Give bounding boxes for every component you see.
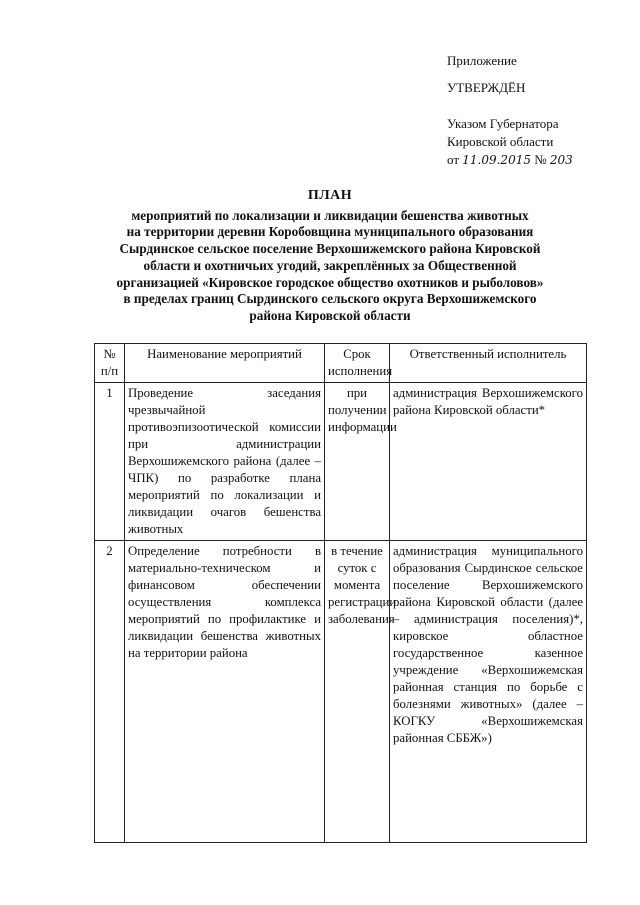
date-prefix: от [447, 152, 460, 167]
title-line: области и охотничьих угодий, закреплённых за Общественной [143, 257, 517, 273]
title-line: района Кировской области [249, 307, 411, 323]
title-line: организацией «Кировское городское общество охотников и рыболовов» [116, 274, 544, 290]
header-activity: Наименование мероприятий [125, 344, 325, 383]
row-responsible: администрация муниципального образования Сырдинское сельское поселение Верхошижемского района Кировской области (далее – администрация поселения)*, кировское областное государственное казенное учреждение «Верхошижемская районная станция по борьбе с болезнями животных» (далее – КОГКУ «Верхошижемская районная СББЖ») [390, 541, 587, 843]
title-heading: ПЛАН [307, 188, 353, 203]
row-activity: Проведение заседания чрезвычайной противоэпизоотической комиссии при администрации Верхошижемского района (далее – ЧПК) по разработке плана мероприятий по локализации и ликвидации очагов бешенства животных [125, 383, 325, 541]
title-line: в пределах границ Сырдинского сельского округа Верхошижемского [123, 291, 537, 307]
decree-date: 11.09.2015 [462, 153, 531, 167]
row-deadline: в течение суток с момента регистрации заболевания [325, 541, 390, 843]
header-number: № п/п [95, 344, 125, 383]
appendix-label: Приложение [447, 53, 517, 68]
row-activity: Определение потребности в материально-техническом и финансовом обеспечении осуществления комплекса мероприятий по профилактике и ликвидации бешенства животных на территории района [125, 541, 325, 843]
approval-block [447, 52, 627, 169]
row-responsible: администрация Верхошижемского района Кировской области* [390, 383, 587, 541]
title-line: на территории деревни Коробовщина муниципального образования [126, 224, 534, 240]
title-line: Сырдинское сельское поселение Верхошижемского района Кировской [119, 241, 541, 257]
document-title [70, 188, 590, 325]
title-line: мероприятий по локализации и ликвидации бешенства животных [131, 207, 529, 223]
header-responsible: Ответственный исполнитель [390, 344, 587, 383]
decree-region: Кировской области [447, 134, 554, 149]
row-number: 2 [95, 541, 125, 843]
decree-issuer: Указом Губернатора [447, 116, 559, 131]
table-row [95, 541, 587, 843]
row-number: 1 [95, 383, 125, 541]
plan-table [94, 343, 587, 843]
decree-number: 203 [549, 153, 573, 167]
table-header-row [95, 344, 587, 383]
table-row [95, 383, 587, 541]
approved-label: УТВЕРЖДЁН [447, 80, 526, 95]
header-deadline: Срок исполнения [325, 344, 390, 383]
number-prefix: № [534, 152, 547, 167]
row-deadline: при получении информации [325, 383, 390, 541]
decree-date-line [447, 151, 627, 169]
